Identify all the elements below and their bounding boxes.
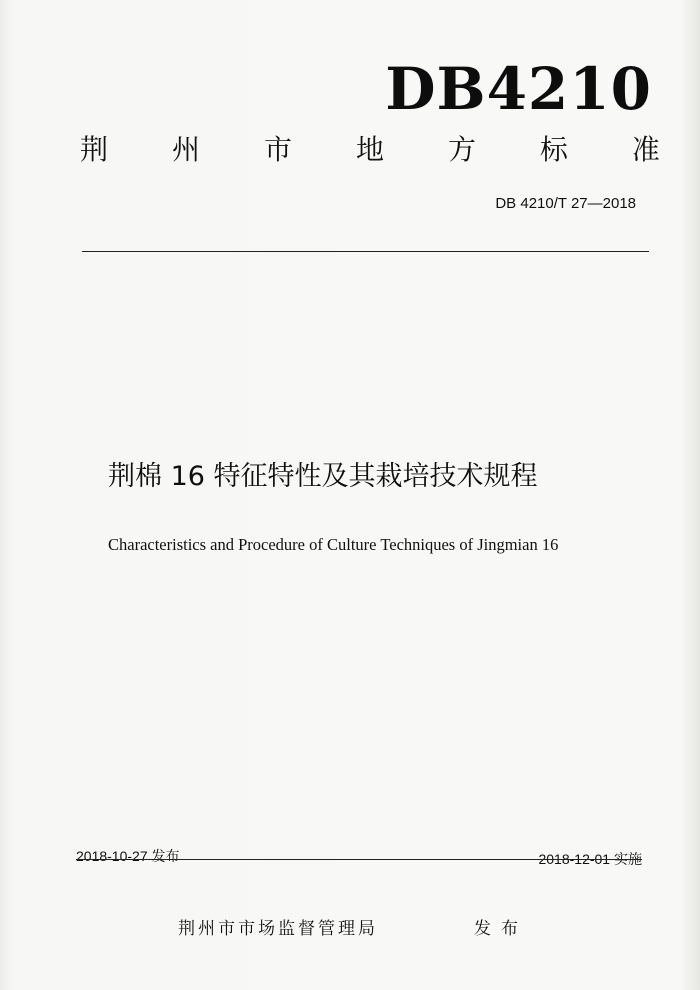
date-row bbox=[76, 846, 642, 866]
header-divider bbox=[82, 251, 649, 252]
standard-type-char: 方 bbox=[447, 133, 476, 166]
implement-date: 2018-12-01 实施 bbox=[538, 851, 642, 867]
standard-type-char: 标 bbox=[539, 133, 568, 166]
standard-code: DB4210 bbox=[385, 55, 652, 123]
standard-type-char: 市 bbox=[263, 133, 292, 166]
standard-type-char: 州 bbox=[171, 133, 200, 166]
standard-type-title bbox=[80, 133, 660, 166]
standard-type-char: 地 bbox=[355, 133, 384, 166]
issuing-authority: 荆州市市场监督管理局 bbox=[178, 919, 378, 939]
issuing-action: 发布 bbox=[474, 919, 528, 939]
standard-type-char: 荆 bbox=[80, 133, 109, 166]
document-title-cn: 荆棉 16 特征特性及其栽培技术规程 bbox=[108, 461, 538, 492]
document-title-en: Characteristics and Procedure of Culture Techniques of Jingmian 16 bbox=[108, 535, 559, 554]
standard-number: DB 4210/T 27—2018 bbox=[495, 195, 636, 212]
footer-divider bbox=[76, 859, 642, 860]
issue-date: 2018-10-27 发布 bbox=[76, 848, 180, 864]
standard-type-char: 准 bbox=[631, 133, 660, 166]
